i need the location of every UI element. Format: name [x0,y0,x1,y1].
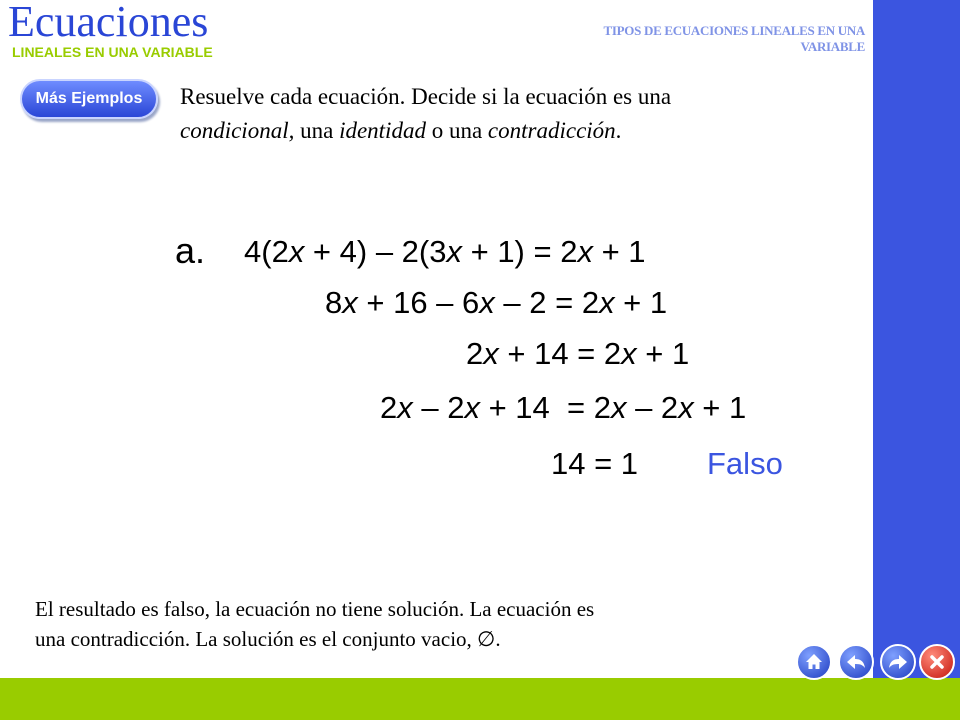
eq-variable: x [599,285,615,320]
topic-header: TIPOS DE ECUACIONES LINEALES EN UNA VARIABLE [603,23,865,54]
equation-step-3 [466,336,689,372]
eq-text: – 2 [626,390,679,425]
equation-step-4 [380,390,746,426]
eq-variable: x [464,390,480,425]
eq-text: + 4) – 2(3 [304,234,447,269]
conclusion-text [35,594,835,654]
instructions-line1: Resuelve cada ecuación. Decide si la ecuación es una [180,84,672,109]
eq-text: + 14 = 2 [498,336,622,371]
term-identity: identidad [339,118,426,143]
instructions-end: . [615,118,622,143]
eq-variable: x [446,234,462,269]
conclusion-line2: una contradicción. La solución es el conjunto vacio, ∅. [35,627,501,651]
eq-text: + 1 [636,336,690,371]
instructions-sep: o una [425,118,488,143]
term-conditional: condicional, [180,118,295,143]
instructions [180,80,860,148]
eq-text: – 2 [412,390,465,425]
eq-variable: x [621,336,637,371]
equation-step-1 [244,234,646,270]
more-examples-button[interactable]: Más Ejemplos [20,79,158,119]
eq-text: 4(2 [244,234,289,269]
forward-arrow-icon [887,652,909,672]
eq-text: – 2 = 2 [494,285,600,320]
eq-text: 2 [466,336,484,371]
close-icon [928,653,946,671]
home-button[interactable] [796,644,832,680]
bottom-bar [0,678,960,720]
eq-variable: x [342,285,358,320]
eq-text: + 1 [592,234,646,269]
back-arrow-icon [845,652,867,672]
close-button[interactable] [919,644,955,680]
eq-text: + 1 [693,390,747,425]
eq-variable: x [483,336,499,371]
logo-title: Ecuaciones [8,0,209,46]
forward-button[interactable] [880,644,916,680]
eq-text: 8 [325,285,343,320]
problem-label: a. [175,230,206,271]
right-sidebar [873,0,960,720]
eq-variable: x [397,390,413,425]
equation-step-5: 14 = 1 [551,446,639,481]
instructions-sep: una [294,118,340,143]
logo-subtitle: LINEALES EN UNA VARIABLE [12,44,213,60]
eq-text: + 1 [614,285,668,320]
eq-variable: x [577,234,593,269]
eq-text: + 14 = 2 [479,390,611,425]
conclusion-line1: El resultado es falso, la ecuación no tiene solución. La ecuación es [35,597,595,621]
eq-text: + 16 – 6 [357,285,480,320]
verdict-label: Falso [707,446,783,481]
eq-variable: x [479,285,495,320]
eq-text: 2 [380,390,398,425]
eq-variable: x [678,390,694,425]
equation-step-2 [325,285,667,321]
term-contradiction: contradicción [487,118,616,143]
eq-variable: x [288,234,305,269]
home-icon [804,652,824,672]
eq-variable: x [610,390,627,425]
eq-text: + 1) = 2 [461,234,578,269]
back-button[interactable] [838,644,874,680]
